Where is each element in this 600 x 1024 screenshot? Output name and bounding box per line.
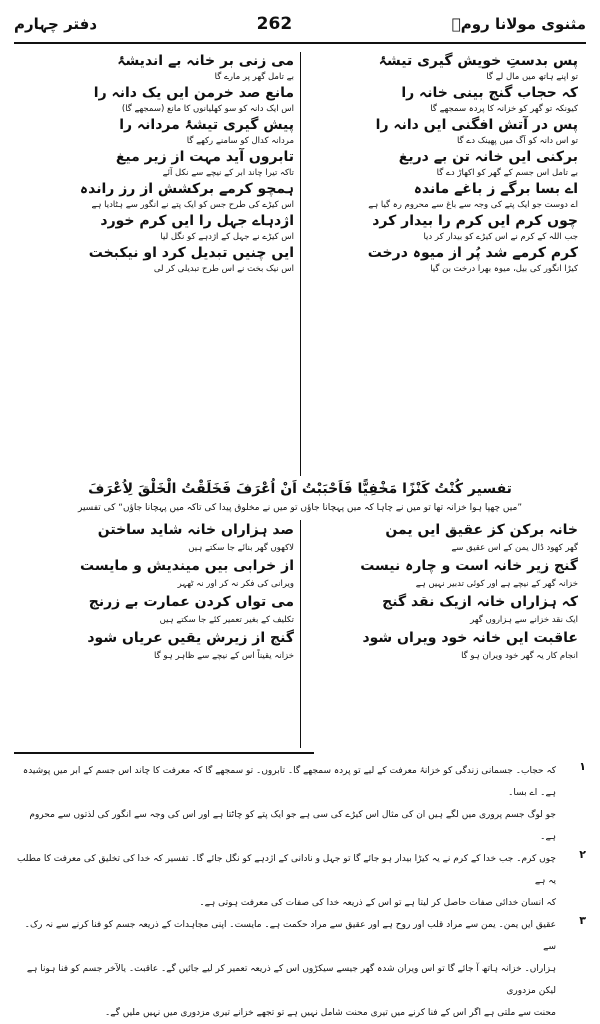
footnote-number: ۳: [579, 914, 586, 927]
translation-line: تو اپنے ہاتھ میں مال لے گا: [486, 72, 578, 82]
translation-line: اے دوست جو ایک پتے کی وجہ سے باغ سے محروم رہ گیا ہے: [368, 200, 578, 210]
translation-line: خزانہ یقیناً اس کے نیچے سے ظاہر ہو گا: [154, 651, 294, 661]
footnote: [14, 914, 586, 958]
left-column: [16, 520, 300, 748]
verse-line: می تواں کردن عمارت بے زرنج: [88, 594, 294, 610]
translation-line: انجام کار یہ گھر خود ویران ہو گا: [461, 651, 578, 661]
verse-line: پس در آتش افگنی ایں دانہ را: [375, 117, 578, 133]
footnote-text: عقیق ایں یمن۔ یمن سے مراد قلب اور روح ہے اور عقیق سے مراد حکمت ہے۔ مایست۔ اپنی مجاہدات کے ذریعہ جسم کو فنا کرنے سے نہ رک۔ سے: [24, 920, 556, 952]
verse-line: پیش گیری تیشۂ مردانہ را: [119, 117, 294, 133]
footnote-number: ۱: [579, 760, 586, 773]
verse-line: چوں کرم ایں کرم را بیدار کرد: [372, 213, 578, 229]
right-column: [300, 52, 584, 476]
volume-title: دفتر چہارم: [14, 15, 98, 33]
translation-line: ایک نقد خزانے سے ہزاروں گھر: [470, 615, 578, 625]
verse-line: اژدہاے جہل را ایں کرم خورد: [100, 213, 294, 229]
verse-line: گنج زیر خانہ است و چارہ نیست: [360, 558, 578, 574]
translation-line: ویرانی کی فکر نہ کر اور نہ ٹھہر: [177, 579, 294, 589]
verse-line: می زنی بر خانہ بے اندیشۂ: [117, 53, 294, 69]
translation-line: مردانہ کدال کو سامنے رکھے گا: [186, 136, 294, 146]
translation-line: اس کیڑے کی طرح جس کو ایک پتے نے انگور سے ہٹادیا ہے: [91, 200, 294, 210]
footnote: [14, 760, 586, 804]
translation-line: اس ایک دانہ کو سو کھلیانوں کا مانع (سمجھے گا): [121, 104, 294, 114]
translation-line: لاکھوں گھر بنائے جا سکتے ہیں: [188, 543, 294, 553]
verse-line: پس بدستِ خویش گیری تیشۂ: [378, 53, 578, 69]
verse-line: صد ہزاراں خانہ شاید ساختن: [97, 522, 294, 538]
verse-line: گنج از زیرش یقیں عریاں شود: [87, 630, 294, 646]
verse-columns-bottom: [16, 520, 584, 748]
left-column: [16, 52, 300, 476]
verse-columns-top: [16, 52, 584, 476]
translation-line: تکلیف کے بغیر تعمیر کئے جا سکتے ہیں: [159, 615, 294, 625]
verse-line: کرم کرمے شد پُر از میوہ درخت: [367, 245, 578, 261]
footnote-number: ۲: [579, 848, 586, 861]
translation-line: اس نیک بخت نے اس طرح تبدیلی کر لی: [153, 264, 294, 274]
translation-line: بے تامل اس جسم کے گھر کو اکھاڑ دے گا: [436, 168, 578, 178]
header-rule: [14, 42, 586, 44]
translation-line: بے تامل گھر پر مارے گا: [214, 72, 294, 82]
footnote-rule: [14, 752, 314, 754]
translation-line: گھر کھود ڈال یمن کے اس عقیق سے: [451, 543, 578, 553]
footnote: [14, 848, 586, 892]
verse-line: کہ ہزاراں خانہ ازیک نقد گنج: [382, 594, 578, 610]
translation-line: تاکہ تیرا چاند ابر کے نیچے سے نکل آئے: [162, 168, 294, 178]
footnote-text: ہزاراں۔ خزانہ ہاتھ آ جائے گا تو اس ویران شدہ گھر جیسے سیکڑوں اس کے ذریعہ تعمیر کر لیے جائیں گے۔ عاقبت۔ یالآخر جسم کو فنا ہونا ہے لیکن مزدوری: [26, 964, 556, 996]
translation-line: خزانہ گھر کے نیچے ہے اور کوئی تدبیر نہیں ہے: [415, 579, 578, 589]
translation-line: تو اس دانہ کو آگ میں پھینک دے گا: [456, 136, 578, 146]
verse-line: برکنی ایں خانہ تن بے دریغ: [398, 149, 578, 165]
verse-line: کہ حجاب گنج بینی خانہ را: [401, 85, 578, 101]
footnote-text: چوں کرم۔ جب خدا کے کرم نے یہ کیڑا بیدار ہو جائے گا تو جہل و نادانی کے اژدہے کو نگل جائے گا۔ تفسیر کہ خدا کی تخلیق کی معرفت کا مطلب یہ ہے: [16, 854, 556, 886]
translation-line: کیڑا انگور کی بیل، میوہ بھرا درخت بن گیا: [430, 264, 578, 274]
verse-line: تابروں آید مہت از زیر میغ: [115, 149, 294, 165]
verse-line: ہمچو کرمے برکشش از رز راندہ: [79, 181, 294, 197]
verse-line: از خرابی بیں میندیش و مایست: [80, 558, 294, 574]
footnote-text: جو لوگ جسم پروری میں لگے ہیں ان کی مثال اس کیڑے کی سی ہے جو ایک پتے کو چاٹتا ہے اور اس کی وجہ سے انگور کی لذتوں سے محروم ہے۔: [29, 810, 556, 842]
section-heading: [14, 478, 586, 516]
book-title: مثنوی مولانا رومؒ: [451, 15, 586, 33]
page-header: [14, 10, 586, 38]
footnote-text: کہ حجاب۔ جسمانی زندگی کو خزانۂ معرفت کے لیے تو پردہ سمجھے گا۔ تابروں۔ تو سمجھے گا کہ معرفت کا چاند اس جسم کے ابر میں پوشیدہ ہے۔ اے بسا۔: [22, 766, 556, 798]
verse-line: ایں چنیں تبدیل کرد او نیکبخت: [88, 245, 294, 261]
heading-arabic: تفسیر کُنْتُ کَنْزًا مَخْفِیًّا فَاَحْبَبْتُ اَنْ اُعْرَفَ فَخَلَقْتُ الْخَلْقَ لِاُعْرَفَ: [88, 481, 512, 497]
verse-line: اے بسا برگے ز باغے ماندہ: [413, 181, 578, 197]
footnote-text: کہ انسان خدائی صفات حاصل کر لیتا ہے تو اس کے ذریعہ خدا کی صفات کی معرفت ہوتی ہے۔: [199, 898, 556, 908]
page-number: 262: [256, 14, 293, 34]
footnotes: [14, 760, 586, 1024]
verse-line: عاقبت ایں خانہ خود ویراں شود: [362, 630, 578, 646]
translation-line: اس کیڑے نے جہل کے اژدہے کو نگل لیا: [160, 232, 294, 242]
footnote-text: محنت سے ملتی ہے اگر اس کے فنا کرنے میں تیری محنت شامل نہیں ہے تو تجھے خزانے تیری مزدوری میں نہیں ملیں گے۔: [105, 1008, 556, 1018]
translation-line: جب اللہ کے کرم نے اس کیڑے کو بیدار کر دیا: [423, 232, 578, 242]
translation-line: کیونکہ تو گھر کو خزانہ کا پردہ سمجھے گا: [430, 104, 578, 114]
heading-urdu: ”میں چھپا ہوا خزانہ تھا تو میں نے چاہا کہ میں پہچانا جاؤں تو میں نے مخلوق پیدا کی تاکہ میں پہچانا جاؤں“ کی تفسیر: [78, 503, 522, 513]
verse-line: خانہ برکن کز عقیق ایں یمن: [385, 522, 578, 538]
right-column: [300, 520, 584, 748]
verse-line: مانع صد خرمن ایں یک دانہ را: [93, 85, 294, 101]
